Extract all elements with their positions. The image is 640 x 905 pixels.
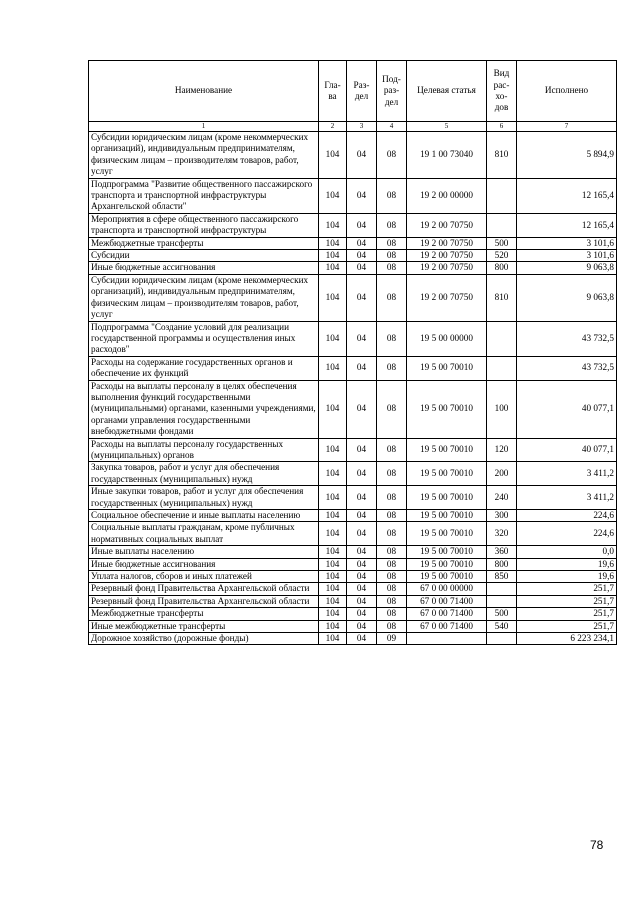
row-amount: 224,6 — [517, 522, 617, 546]
row-podrazdel: 08 — [377, 237, 407, 249]
column-number: 5 — [407, 122, 487, 132]
row-vid: 520 — [487, 250, 517, 262]
header-vid: Вид рас-хо-дов — [487, 61, 517, 122]
row-glava: 104 — [319, 262, 347, 274]
row-target: 19 2 00 70750 — [407, 262, 487, 274]
row-glava: 104 — [319, 510, 347, 522]
row-razdel: 04 — [347, 571, 377, 583]
row-target: 67 0 00 00000 — [407, 583, 487, 595]
row-vid: 360 — [487, 546, 517, 558]
header-podrazdel: Под-раз-дел — [377, 61, 407, 122]
row-target: 67 0 00 71400 — [407, 608, 487, 620]
row-vid — [487, 583, 517, 595]
table-row — [89, 380, 617, 438]
row-razdel: 04 — [347, 462, 377, 486]
table-row — [89, 178, 617, 213]
row-target: 19 5 00 70010 — [407, 462, 487, 486]
row-podrazdel: 08 — [377, 380, 407, 438]
row-vid: 810 — [487, 274, 517, 321]
row-podrazdel: 08 — [377, 132, 407, 179]
row-podrazdel: 08 — [377, 546, 407, 558]
row-target: 19 2 00 00000 — [407, 178, 487, 213]
row-name: Подпрограмма "Развитие общественного пассажирского транспорта и транспортной инфраструктуры Архангельской области" — [89, 178, 319, 213]
row-target: 19 5 00 70010 — [407, 380, 487, 438]
column-number-row — [89, 122, 617, 132]
table-row — [89, 558, 617, 570]
row-amount: 19,6 — [517, 558, 617, 570]
row-razdel: 04 — [347, 522, 377, 546]
row-name: Иные бюджетные ассигнования — [89, 558, 319, 570]
row-target: 67 0 00 71400 — [407, 620, 487, 632]
row-podrazdel: 09 — [377, 633, 407, 645]
row-podrazdel: 08 — [377, 250, 407, 262]
row-name: Субсидии юридическим лицам (кроме некоммерческих организаций), индивидуальным предпринимателям, физическим лицам – производителям товаров, работ, услуг — [89, 274, 319, 321]
row-razdel: 04 — [347, 558, 377, 570]
row-name: Резервный фонд Правительства Архангельской области — [89, 595, 319, 607]
row-vid: 500 — [487, 608, 517, 620]
row-amount: 224,6 — [517, 510, 617, 522]
row-glava: 104 — [319, 608, 347, 620]
row-glava: 104 — [319, 250, 347, 262]
row-amount: 3 101,6 — [517, 250, 617, 262]
table-row — [89, 237, 617, 249]
row-vid — [487, 633, 517, 645]
row-amount: 3 411,2 — [517, 462, 617, 486]
row-target: 19 5 00 70010 — [407, 558, 487, 570]
header-executed: Исполнено — [517, 61, 617, 122]
row-glava: 104 — [319, 380, 347, 438]
row-vid: 800 — [487, 262, 517, 274]
row-vid — [487, 356, 517, 380]
row-razdel: 04 — [347, 250, 377, 262]
row-vid: 800 — [487, 558, 517, 570]
row-target: 19 5 00 70010 — [407, 546, 487, 558]
column-number: 7 — [517, 122, 617, 132]
row-name: Иные межбюджетные трансферты — [89, 620, 319, 632]
row-razdel: 04 — [347, 356, 377, 380]
table-row — [89, 274, 617, 321]
row-vid: 850 — [487, 571, 517, 583]
row-name: Подпрограмма "Создание условий для реализации государственной программы и осуществления иных расходов" — [89, 321, 319, 356]
column-number: 4 — [377, 122, 407, 132]
row-glava: 104 — [319, 595, 347, 607]
row-podrazdel: 08 — [377, 608, 407, 620]
row-amount: 251,7 — [517, 620, 617, 632]
row-podrazdel: 08 — [377, 438, 407, 462]
row-name: Иные бюджетные ассигнования — [89, 262, 319, 274]
header-razdel: Раз-дел — [347, 61, 377, 122]
row-name: Расходы на выплаты персоналу в целях обеспечения выполнения функций государственными (муниципальными) органами, казенными учреждениями, органами управления государственными внебюджетными фондами — [89, 380, 319, 438]
row-amount: 251,7 — [517, 583, 617, 595]
row-target: 19 5 00 70010 — [407, 356, 487, 380]
row-amount: 12 165,4 — [517, 213, 617, 237]
table-body — [89, 132, 617, 645]
table-row — [89, 522, 617, 546]
row-vid: 320 — [487, 522, 517, 546]
row-target: 67 0 00 71400 — [407, 595, 487, 607]
row-glava: 104 — [319, 620, 347, 632]
table-row — [89, 571, 617, 583]
row-glava: 104 — [319, 438, 347, 462]
row-target: 19 1 00 73040 — [407, 132, 487, 179]
row-name: Закупка товаров, работ и услуг для обеспечения государственных (муниципальных) нужд — [89, 462, 319, 486]
table-row — [89, 583, 617, 595]
row-vid: 120 — [487, 438, 517, 462]
row-podrazdel: 08 — [377, 558, 407, 570]
row-target: 19 5 00 70010 — [407, 438, 487, 462]
row-glava: 104 — [319, 546, 347, 558]
table-row — [89, 356, 617, 380]
row-razdel: 04 — [347, 583, 377, 595]
row-name: Социальное обеспечение и иные выплаты населению — [89, 510, 319, 522]
table-row — [89, 620, 617, 632]
row-name: Социальные выплаты гражданам, кроме публичных нормативных социальных выплат — [89, 522, 319, 546]
row-amount: 12 165,4 — [517, 178, 617, 213]
row-glava: 104 — [319, 274, 347, 321]
row-target: 19 5 00 70010 — [407, 486, 487, 510]
row-target: 19 2 00 70750 — [407, 237, 487, 249]
row-vid: 810 — [487, 132, 517, 179]
row-glava: 104 — [319, 558, 347, 570]
row-target: 19 2 00 70750 — [407, 213, 487, 237]
row-name: Уплата налогов, сборов и иных платежей — [89, 571, 319, 583]
row-amount: 9 063,8 — [517, 262, 617, 274]
row-name: Мероприятия в сфере общественного пассажирского транспорта и транспортной инфраструктуры — [89, 213, 319, 237]
row-razdel: 04 — [347, 213, 377, 237]
row-name: Субсидии юридическим лицам (кроме некоммерческих организаций), индивидуальным предпринимателям, физическим лицам – производителям товаров, работ, услуг — [89, 132, 319, 179]
row-amount: 5 894,9 — [517, 132, 617, 179]
row-vid: 540 — [487, 620, 517, 632]
row-amount: 19,6 — [517, 571, 617, 583]
row-glava: 104 — [319, 571, 347, 583]
row-razdel: 04 — [347, 633, 377, 645]
row-podrazdel: 08 — [377, 620, 407, 632]
table-row — [89, 132, 617, 179]
header-target: Целевая статья — [407, 61, 487, 122]
page-number: 78 — [590, 838, 604, 852]
row-vid — [487, 595, 517, 607]
row-podrazdel: 08 — [377, 571, 407, 583]
row-podrazdel: 08 — [377, 213, 407, 237]
table-row — [89, 262, 617, 274]
row-name: Резервный фонд Правительства Архангельской области — [89, 583, 319, 595]
row-amount: 251,7 — [517, 608, 617, 620]
row-name: Дорожное хозяйство (дорожные фонды) — [89, 633, 319, 645]
row-amount: 0,0 — [517, 546, 617, 558]
row-glava: 104 — [319, 213, 347, 237]
row-podrazdel: 08 — [377, 522, 407, 546]
row-name: Расходы на содержание государственных органов и обеспечение их функций — [89, 356, 319, 380]
row-razdel: 04 — [347, 132, 377, 179]
header-row — [89, 61, 617, 122]
row-podrazdel: 08 — [377, 462, 407, 486]
row-amount: 40 077,1 — [517, 438, 617, 462]
row-vid — [487, 213, 517, 237]
row-glava: 104 — [319, 237, 347, 249]
table-row — [89, 608, 617, 620]
row-razdel: 04 — [347, 510, 377, 522]
row-podrazdel: 08 — [377, 178, 407, 213]
row-vid — [487, 178, 517, 213]
budget-table — [88, 60, 617, 645]
column-number: 6 — [487, 122, 517, 132]
table-row — [89, 321, 617, 356]
row-razdel: 04 — [347, 546, 377, 558]
row-razdel: 04 — [347, 262, 377, 274]
row-name: Межбюджетные трансферты — [89, 237, 319, 249]
row-name: Иные закупки товаров, работ и услуг для обеспечения государственных (муниципальных) нужд — [89, 486, 319, 510]
row-razdel: 04 — [347, 380, 377, 438]
column-number: 2 — [319, 122, 347, 132]
row-target: 19 2 00 70750 — [407, 250, 487, 262]
row-amount: 3 411,2 — [517, 486, 617, 510]
row-name: Расходы на выплаты персоналу государственных (муниципальных) органов — [89, 438, 319, 462]
row-name: Межбюджетные трансферты — [89, 608, 319, 620]
row-glava: 104 — [319, 356, 347, 380]
row-amount: 251,7 — [517, 595, 617, 607]
row-glava: 104 — [319, 633, 347, 645]
table-row — [89, 546, 617, 558]
row-razdel: 04 — [347, 178, 377, 213]
table-row — [89, 250, 617, 262]
row-razdel: 04 — [347, 274, 377, 321]
row-target: 19 5 00 70010 — [407, 510, 487, 522]
row-amount: 43 732,5 — [517, 321, 617, 356]
row-glava: 104 — [319, 321, 347, 356]
row-podrazdel: 08 — [377, 510, 407, 522]
row-name: Иные выплаты населению — [89, 546, 319, 558]
row-podrazdel: 08 — [377, 356, 407, 380]
row-glava: 104 — [319, 132, 347, 179]
row-glava: 104 — [319, 522, 347, 546]
row-name: Субсидии — [89, 250, 319, 262]
row-razdel: 04 — [347, 237, 377, 249]
header-glava: Гла-ва — [319, 61, 347, 122]
table-row — [89, 510, 617, 522]
row-amount: 6 223 234,1 — [517, 633, 617, 645]
row-vid: 300 — [487, 510, 517, 522]
row-glava: 104 — [319, 178, 347, 213]
row-amount: 9 063,8 — [517, 274, 617, 321]
row-amount: 40 077,1 — [517, 380, 617, 438]
row-vid: 240 — [487, 486, 517, 510]
table-row — [89, 213, 617, 237]
row-podrazdel: 08 — [377, 321, 407, 356]
column-number: 3 — [347, 122, 377, 132]
table-row — [89, 633, 617, 645]
row-target: 19 5 00 70010 — [407, 522, 487, 546]
row-amount: 3 101,6 — [517, 237, 617, 249]
row-glava: 104 — [319, 583, 347, 595]
header-name: Наименование — [89, 61, 319, 122]
row-glava: 104 — [319, 462, 347, 486]
row-podrazdel: 08 — [377, 262, 407, 274]
row-podrazdel: 08 — [377, 274, 407, 321]
row-razdel: 04 — [347, 620, 377, 632]
row-glava: 104 — [319, 486, 347, 510]
row-vid — [487, 321, 517, 356]
row-podrazdel: 08 — [377, 583, 407, 595]
row-razdel: 04 — [347, 486, 377, 510]
row-amount: 43 732,5 — [517, 356, 617, 380]
table-row — [89, 438, 617, 462]
row-target: 19 5 00 70010 — [407, 571, 487, 583]
row-razdel: 04 — [347, 595, 377, 607]
table-row — [89, 595, 617, 607]
row-target: 19 5 00 00000 — [407, 321, 487, 356]
row-target: 19 2 00 70750 — [407, 274, 487, 321]
table-row — [89, 486, 617, 510]
row-vid: 100 — [487, 380, 517, 438]
row-razdel: 04 — [347, 608, 377, 620]
row-target — [407, 633, 487, 645]
row-vid: 500 — [487, 237, 517, 249]
table-row — [89, 462, 617, 486]
row-razdel: 04 — [347, 321, 377, 356]
row-razdel: 04 — [347, 438, 377, 462]
row-podrazdel: 08 — [377, 595, 407, 607]
row-vid: 200 — [487, 462, 517, 486]
column-number: 1 — [89, 122, 319, 132]
row-podrazdel: 08 — [377, 486, 407, 510]
